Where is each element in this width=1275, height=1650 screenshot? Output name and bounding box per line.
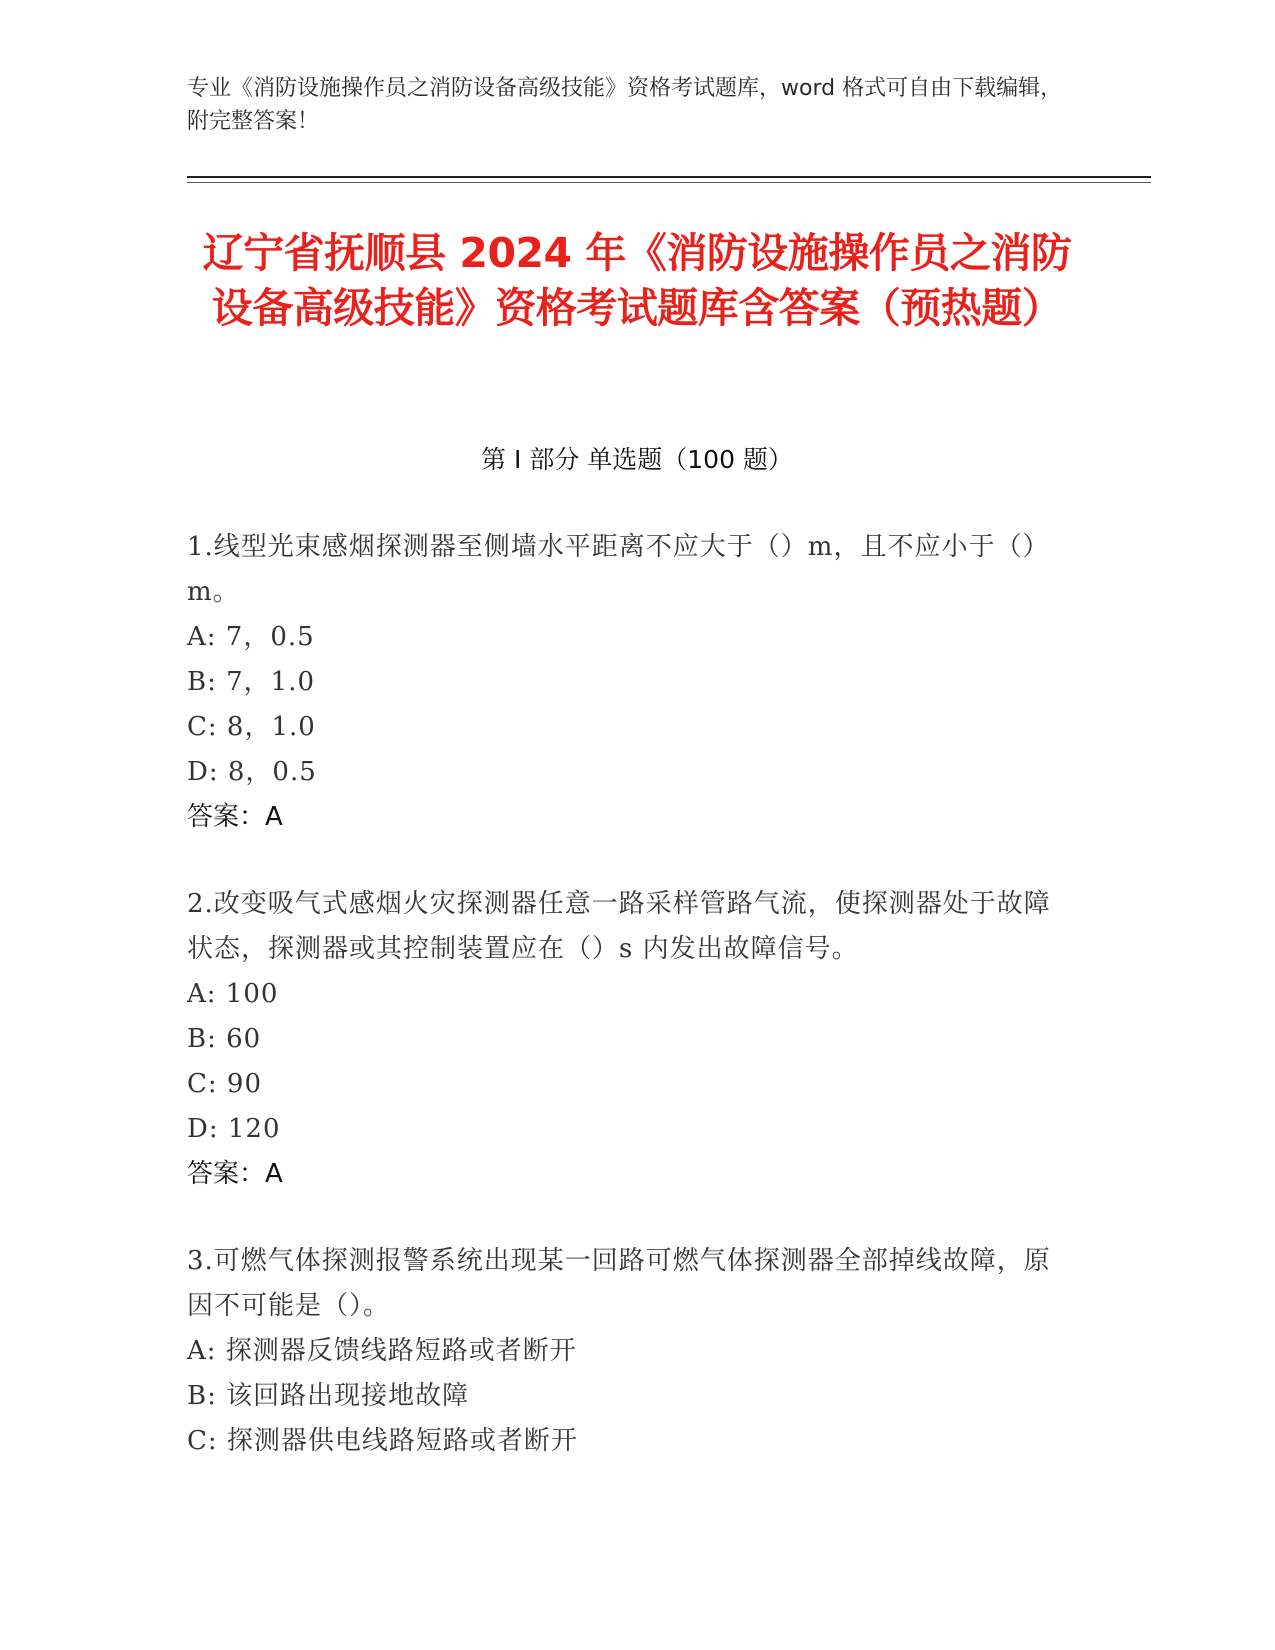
- section-heading: 第 I 部分 单选题（100 题）: [481, 445, 793, 474]
- option-c: C: 探测器供电线路短路或者断开: [187, 1426, 578, 1456]
- header-rule-thick: [187, 176, 1151, 178]
- question-stem: 1.线型光束感烟探测器至侧墙水平距离不应大于（）m，且不应小于（）m。: [187, 532, 1050, 607]
- option-b: B: 该回路出现接地故障: [187, 1381, 470, 1411]
- question-list: [187, 525, 1067, 1506]
- answer-line: 答案：A: [187, 1159, 283, 1189]
- option-a: A: 100: [187, 979, 279, 1009]
- question-stem: 3.可燃气体探测报警系统出现某一回路可燃气体探测器全部掉线故障，原因不可能是（）。: [187, 1246, 1051, 1321]
- question-3: [187, 1239, 1067, 1464]
- option-c: C: 90: [187, 1069, 263, 1099]
- question-stem: 2.改变吸气式感烟火灾探测器任意一路采样管路气流，使探测器处于故障状态，探测器或其控制装置应在（）s 内发出故障信号。: [187, 889, 1051, 964]
- answer-line: 答案：A: [187, 802, 283, 832]
- question-1: [187, 525, 1067, 840]
- option-a: A: 探测器反馈线路短路或者断开: [187, 1336, 577, 1366]
- question-2: [187, 882, 1067, 1197]
- option-c: C: 8，1.0: [187, 712, 316, 742]
- header-note: 专业《消防设施操作员之消防设备高级技能》资格考试题库，word 格式可自由下载编辑，附完整答案！: [187, 76, 1063, 134]
- document-title: 辽宁省抚顺县 2024 年《消防设施操作员之消防设备高级技能》资格考试题库含答案（预热题）: [202, 229, 1072, 332]
- option-d: D: 8，0.5: [187, 757, 317, 787]
- option-d: D: 120: [187, 1114, 281, 1144]
- option-b: B: 60: [187, 1024, 262, 1054]
- option-b: B: 7，1.0: [187, 667, 316, 697]
- option-a: A: 7，0.5: [187, 622, 315, 652]
- header-rule-thin: [187, 182, 1151, 183]
